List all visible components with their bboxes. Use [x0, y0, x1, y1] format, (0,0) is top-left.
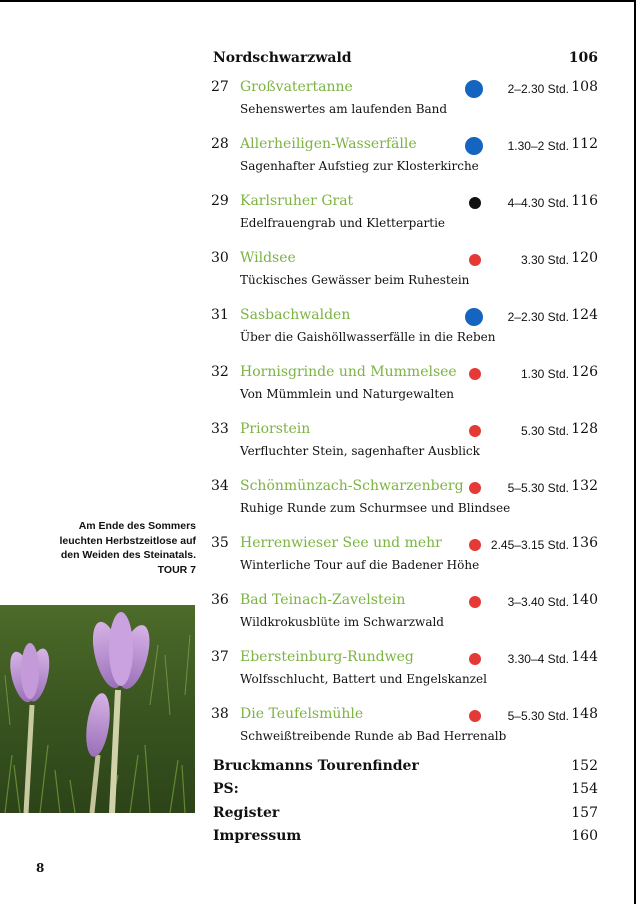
section-title: Nordschwarzwald [213, 50, 352, 66]
tour-page-number: 148 [571, 706, 598, 722]
tour-number: 29 [211, 193, 229, 209]
tour-subtitle: Edelfrauengrab und Kletterpartie [240, 216, 446, 230]
tour-subtitle: Schweißtreibende Runde ab Bad Herrenalb [240, 729, 507, 743]
tour-page-number: 126 [571, 364, 598, 380]
caption-line: den Weiden des Steinatals. [60, 549, 196, 561]
tour-duration: 3.30 Std. [520, 253, 569, 267]
page-number: 8 [36, 861, 45, 875]
red-difficulty-dot-icon [469, 653, 481, 665]
tour-entry[interactable] [0, 478, 636, 522]
tour-title[interactable]: Schönmünzach-Schwarzenberg [240, 478, 464, 494]
appendix-page: 152 [571, 758, 598, 774]
appendix-page: 160 [571, 828, 598, 844]
blue-difficulty-dot-icon [465, 308, 483, 326]
tour-duration: 2–2.30 Std. [507, 310, 569, 324]
tour-entry[interactable] [0, 706, 636, 750]
tour-title[interactable]: Allerheiligen-Wasserfälle [240, 136, 417, 152]
red-difficulty-dot-icon [469, 482, 481, 494]
tour-entry[interactable] [0, 193, 636, 237]
red-difficulty-dot-icon [469, 425, 481, 437]
caption-line: Am Ende des Sommers [78, 520, 196, 532]
tour-title[interactable]: Herrenwieser See und mehr [240, 535, 442, 551]
tour-number: 37 [211, 649, 229, 665]
tour-subtitle: Winterliche Tour auf die Badener Höhe [240, 558, 480, 572]
appendix-label: Impressum [213, 828, 302, 844]
red-difficulty-dot-icon [469, 596, 481, 608]
tour-page-number: 132 [571, 478, 598, 494]
caption-line: leuchten Herbstzeitlose auf [59, 534, 196, 547]
tour-page-number: 112 [571, 136, 598, 152]
tour-page-number: 124 [571, 307, 598, 323]
tour-page-number: 144 [571, 649, 598, 665]
tour-title[interactable]: Wildsee [240, 250, 296, 266]
tour-number: 33 [211, 421, 229, 437]
tour-page-number: 136 [571, 535, 598, 551]
appendix-item-impressum[interactable] [213, 828, 598, 848]
tour-subtitle: Wildkrokusblüte im Schwarzwald [240, 615, 444, 629]
tour-number: 35 [211, 535, 229, 551]
appendix-item-ps[interactable] [213, 781, 598, 801]
tour-subtitle: Sehenswertes am laufenden Band [240, 102, 448, 116]
tour-duration: 4–4.30 Std. [507, 196, 569, 210]
tour-title[interactable]: Die Teufelsmühle [240, 706, 364, 722]
red-difficulty-dot-icon [469, 539, 481, 551]
tour-duration: 3–3.40 Std. [507, 595, 569, 609]
tour-entry[interactable] [0, 364, 636, 408]
appendix-label: Bruckmanns Tourenfinder [213, 758, 419, 774]
tour-duration: 5.30 Std. [520, 424, 569, 438]
appendix-label: Register [213, 805, 280, 821]
tour-page-number: 116 [571, 193, 598, 209]
red-difficulty-dot-icon [469, 254, 481, 266]
tour-duration: 3.30–4 Std. [507, 652, 569, 666]
tour-title[interactable]: Priorstein [240, 421, 311, 437]
caption-tour-ref: TOUR 7 [157, 563, 196, 576]
tour-entry[interactable] [0, 307, 636, 351]
tour-title[interactable]: Ebersteinburg-Rundweg [240, 649, 414, 665]
tour-entry[interactable] [0, 421, 636, 465]
tour-subtitle: Über die Gaishöllwasserfälle in die Reben [240, 330, 496, 344]
tour-duration: 1.30 Std. [520, 367, 569, 381]
tour-duration: 1.30–2 Std. [507, 139, 569, 153]
tour-title[interactable]: Karlsruher Grat [240, 193, 354, 209]
tour-title[interactable]: Bad Teinach-Zavelstein [240, 592, 406, 608]
tour-number: 30 [211, 250, 229, 266]
tour-entry[interactable] [0, 250, 636, 294]
tour-subtitle: Von Mümmlein und Naturgewalten [240, 387, 455, 401]
tour-number: 38 [211, 706, 229, 722]
appendix-page: 154 [571, 781, 598, 797]
tour-entry[interactable] [0, 649, 636, 693]
tour-subtitle: Tückisches Gewässer beim Ruhestein [240, 273, 470, 287]
section-page-number: 106 [568, 50, 598, 66]
tour-page-number: 120 [571, 250, 598, 266]
tour-title[interactable]: Hornisgrinde und Mummelsee [240, 364, 457, 380]
tour-number: 32 [211, 364, 229, 380]
tour-duration: 5–5.30 Std. [507, 709, 569, 723]
page-border-top [0, 0, 636, 2]
appendix-item-register[interactable] [213, 805, 598, 825]
tour-entry[interactable] [0, 79, 636, 123]
appendix-item-tourenfinder[interactable] [213, 758, 598, 778]
tour-entry[interactable] [0, 535, 636, 579]
tour-subtitle: Ruhige Runde zum Schurmsee und Blindsee [240, 501, 511, 515]
tour-subtitle: Verfluchter Stein, sagenhafter Ausblick [240, 444, 480, 458]
tour-entry[interactable] [0, 592, 636, 636]
red-difficulty-dot-icon [469, 368, 481, 380]
tour-duration: 5–5.30 Std. [507, 481, 569, 495]
tour-title[interactable]: Großvatertanne [240, 79, 353, 95]
black-difficulty-dot-icon [469, 197, 481, 209]
tour-number: 36 [211, 592, 229, 608]
tour-page-number: 108 [571, 79, 598, 95]
blue-difficulty-dot-icon [465, 137, 483, 155]
red-difficulty-dot-icon [469, 710, 481, 722]
blue-difficulty-dot-icon [465, 80, 483, 98]
appendix-page: 157 [571, 805, 598, 821]
tour-title[interactable]: Sasbachwalden [240, 307, 351, 323]
tour-duration: 2–2.30 Std. [507, 82, 569, 96]
tour-page-number: 128 [571, 421, 598, 437]
tour-number: 31 [211, 307, 229, 323]
tour-subtitle: Wolfsschlucht, Battert und Engelskanzel [240, 672, 487, 686]
tour-subtitle: Sagenhafter Aufstieg zur Klosterkirche [240, 159, 479, 173]
tour-page-number: 140 [571, 592, 598, 608]
tour-duration: 2.45–3.15 Std. [490, 538, 569, 552]
tour-number: 28 [211, 136, 229, 152]
appendix-label: PS: [213, 781, 239, 797]
tour-entry[interactable] [0, 136, 636, 180]
tour-number: 27 [211, 79, 229, 95]
tour-number: 34 [211, 478, 229, 494]
